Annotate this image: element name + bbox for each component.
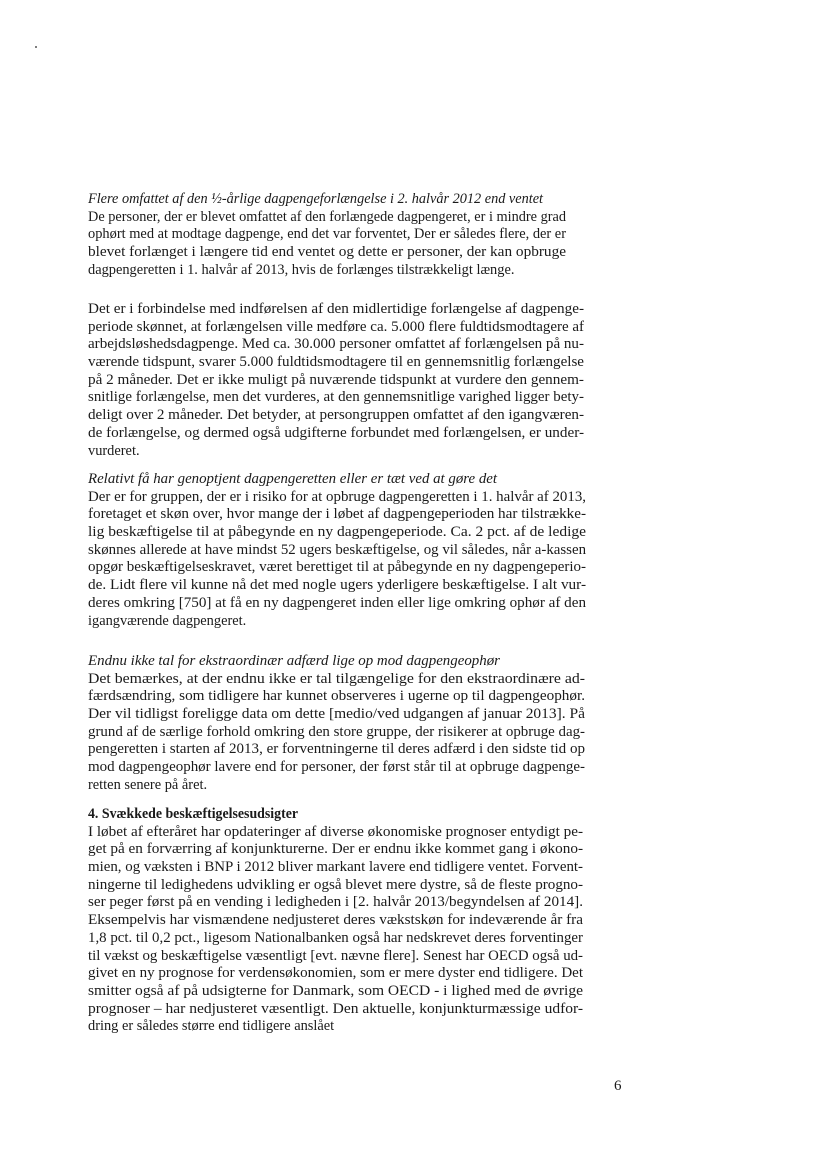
paragraph-line: skønnes allerede at have mindst 52 ugers beskæftigelse, og vil således, når a-kassen [88,541,587,558]
paragraph-line: snitlige forlængelse, men det vurderes, at den gennemsnitlige varighed ligger bety- [88,389,585,406]
paragraph-line: Det bemærkes, at der endnu ikke er tal tilgængelige for den ekstraordinære ad- [88,670,586,687]
section-s1 [88,191,588,279]
paragraph-line: I løbet af efteråret har opdateringer af diverse økonomiske prognoser entydigt pe- [88,823,584,840]
paragraph-line: grund af de særlige forhold omkring den store gruppe, der risikerer at opbruge dag- [88,723,586,740]
paragraph-line: til vækst og beskæftigelse væsentligt [evt. nævne flere]. Senest har OECD også ud- [88,947,584,964]
section-heading: Flere omfattet af den ½-årlige dagpengeforlængelse i 2. halvår 2012 end ventet [88,191,544,207]
section-s2 [88,301,588,460]
paragraph-line: ser peger først på en vending i ledigheden i [2. halvår 2013/begyndelsen af 2014]. [88,894,583,911]
scan-speck [35,46,37,48]
section-heading: Endnu ikke tal for ekstraordinær adfærd lige op mod dagpengeophør [88,653,500,669]
paragraph-line: De personer, der er blevet omfattet af den forlængede dagpengeret, er i mindre grad [88,208,567,225]
paragraph-line: mien, og væksten i BNP i 2012 bliver markant lavere end tidligere ventet. Forvent- [88,859,584,876]
paragraph-line: foretaget et skøn over, hvor mange der i løbet af dagpengeperioden har tilstrække- [88,506,587,523]
paragraph-line: på 2 måneder. Det er ikke muligt på nuværende tidspunkt at vurdere den gennem- [88,371,584,388]
paragraph-line: Det er i forbindelse med indførelsen af den midlertidige forlængelse af dagpenge- [88,301,585,317]
paragraph-line: dagpengeretten i 1. halvår af 2013, hvis de forlænges tilstrækkeligt længe. [88,261,515,278]
section-s4 [88,653,588,795]
paragraph-line: værende tidspunt, svarer 5.000 fuldtidsmodtagere til en gennemsnitlig forlængelse [88,354,584,371]
paragraph-line: ningerne til ledighedens udvikling er også blevet mere dystre, så de fleste progno- [88,876,584,893]
paragraph-line: deligt over 2 måneder. Det betyder, at persongruppen omfattet af den igangværen- [88,407,585,424]
paragraph-line: smitter også af på udsigterne for Danmark, som OECD - i lighed med de øvrige [88,982,584,999]
section-heading: Relativt få har genoptjent dagpengeretten eller er tæt ved at gøre det [88,471,498,487]
paragraph-line: ophørt med at modtage dagpenge, end det var forventet, Der er således flere, der er [88,226,567,243]
paragraph-line: opgør beskæftigelseskravet, været berettiget til at påbegynde en ny dagpengeperio- [88,559,587,576]
paragraph-line: prognoser – har nedjusteret væsentligt. Den aktuelle, konjunkturmæssige udfor- [88,1000,584,1017]
paragraph-line: arbejdsløshedsdagpenge. Med ca. 30.000 personer omfattet af forlængelsen på nu- [88,336,584,353]
section-heading: 4. Svækkede beskæftigelsesudsigter [88,806,299,822]
paragraph-line: Der er for gruppen, der er i risiko for at opbruge dagpengeretten i 1. halvår af 2013, [88,488,587,505]
paragraph-line: get på en forværring af konjunkturerne. Der er endnu ikke kommet gang i økono- [88,841,584,858]
paragraph-line: de. Lidt flere vil kunne nå det med nogle ugers yderligere beskæftigelse. I alt vur- [88,577,587,594]
paragraph-line: vurderet. [88,442,140,459]
paragraph-line: færdsændring, som tidligere har kunnet observeres i ugerne op til dagpengeophør. [88,688,586,705]
paragraph-line: retten senere på året. [88,776,208,793]
paragraph-line: mod dagpengeophør lavere end for personer, der først står til at opbruge dagpenge- [88,759,586,776]
paragraph-line: lig beskæftigelse til at påbegynde en ny dagpengeperiode. Ca. 2 pct. af de ledige [88,524,587,541]
paragraph-line: de forlængelse, og dermed også udgifterne forbundet med forlængelsen, er under- [88,424,585,441]
paragraph-line: 1,8 pct. til 0,2 pct., ligesom Nationalbanken også har nedskrevet deres forventinger [88,929,583,946]
paragraph-line: igangværende dagpengeret. [88,612,247,629]
paragraph-line: givet en ny prognose for verdensøkonomien, som er mere dyster end tidligere. Det [88,965,583,982]
paragraph-line: deres omkring [750] at få en ny dagpengeret inden eller lige omkring ophør af den [88,594,587,611]
section-s5 [88,806,588,1036]
paragraph-line: pengeretten i starten af 2013, er forventningerne til deres adfærd i den sidste tid op [88,741,585,758]
paragraph-line: periode skønnet, at forlængelsen ville medføre ca. 5.000 flere fuldtidsmodtagere af [88,318,584,335]
paragraph-line: dring er således større end tidligere anslået [88,1018,335,1035]
paragraph-line: blevet forlænget i længere tid end ventet og dette er personer, der kan opbruge [88,244,567,261]
paragraph-line: Eksempelvis har vismændene nedjusteret deres vækstskøn for indeværende år fra [88,912,583,929]
paragraph-line: Der vil tidligst foreligge data om dette [medio/ved udgangen af januar 2013]. På [88,706,586,723]
section-s3 [88,471,588,630]
page-number: 6 [614,1078,622,1094]
